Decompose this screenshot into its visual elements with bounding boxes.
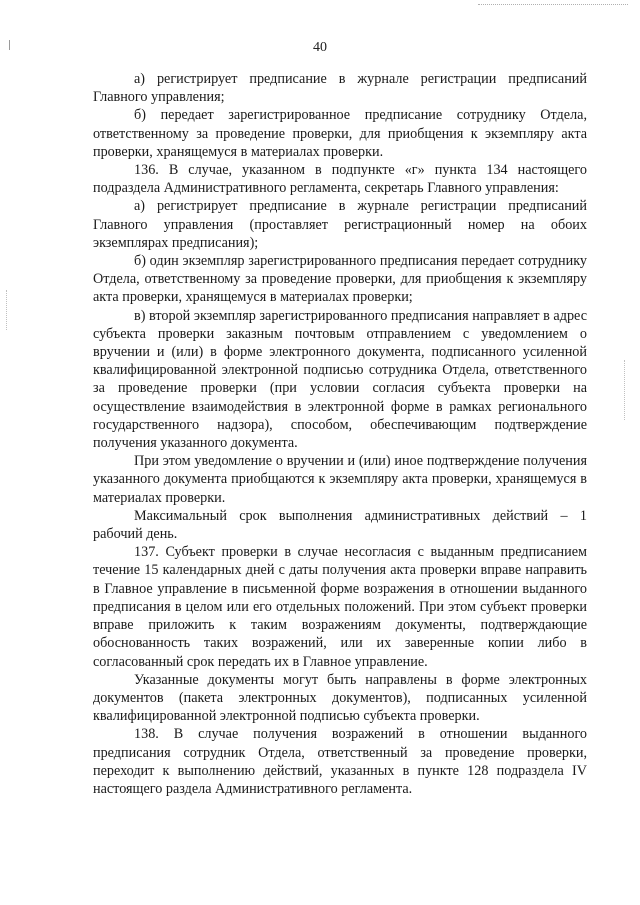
paragraph-136: 136. В случае, указанном в подпункте «г» пункта 134 настоящего подраздела Административного регламента, секретарь Главного управления: (93, 162, 587, 197)
document-body (93, 70, 587, 798)
scan-artifact-left (6, 290, 8, 330)
scan-artifact-right (624, 360, 626, 420)
paragraph-max-term: Максимальный срок выполнения административных действий – 1 рабочий день. (93, 507, 587, 543)
paragraph-notification: При этом уведомление о вручении и (или) иное подтверждение получения указанного документа приобщаются к экземпляру акта проверки, хранящемуся в материалах проверки. (93, 453, 587, 506)
paragraph-a-register: а) регистрирует предписание в журнале регистрации предписаний Главного управления; (93, 71, 587, 106)
paragraph-136-b: б) один экземпляр зарегистрированного предписания передает сотруднику Отдела, ответственному за проведение проверки, для приобщения к экземпляру акта проверки, хранящемуся в материалах проверки; (93, 253, 587, 306)
paragraph-138: 138. В случае получения возражений в отношении выданного предписания сотрудник Отдела, ответственный за проведение проверки, переходит к выполнению действий, указанных в пункте 128 подраздела IV настоящего раздела Административного регламента. (93, 726, 587, 797)
paragraph-136-v: в) второй экземпляр зарегистрированного предписания направляет в адрес субъекта проверки заказным почтовым отправлением с уведомлением о вручении и (или) в форме электронного документа, подписанного усиленной квалифицированной электронной подписью сотрудника Отдела, ответственного за проведение проверки (при условии согласия субъекта проверки на осуществление взаимодействия в электронной форме в рамках регионального государственного надзора), способом, обеспечивающим подтверждение получения указанного документа. (93, 307, 587, 452)
paragraph-b-transfer: б) передает зарегистрированное предписание сотруднику Отдела, ответственному за проведение проверки, для приобщения к экземпляру акта проверки, хранящемуся в материалах проверки. (93, 107, 587, 160)
paragraph-electronic-docs: Указанные документы могут быть направлены в форме электронных документов (пакета электронных документов), подписанных усиленной квалифицированной электронной подписью субъекта проверки. (93, 671, 587, 725)
scan-artifact-top (478, 4, 628, 6)
paragraph-137: 137. Субъект проверки в случае несогласия с выданным предписанием течение 15 календарных дней с даты получения акта проверки вправе направить в Главное управление в письменной форме возражения в отношении выданного предписания в целом или его отдельных положений. При этом субъект проверки вправе приложить к таким возражениям документы, подтверждающие обоснованность таких возражений, или их заверенные копии либо в согласованный срок передать их в Главное управление. (93, 544, 587, 670)
page-number: 40 (313, 40, 327, 55)
paragraph-136-a: а) регистрирует предписание в журнале регистрации предписаний Главного управления (проставляет регистрационный номер на обоих экземплярах предписания); (93, 198, 587, 251)
